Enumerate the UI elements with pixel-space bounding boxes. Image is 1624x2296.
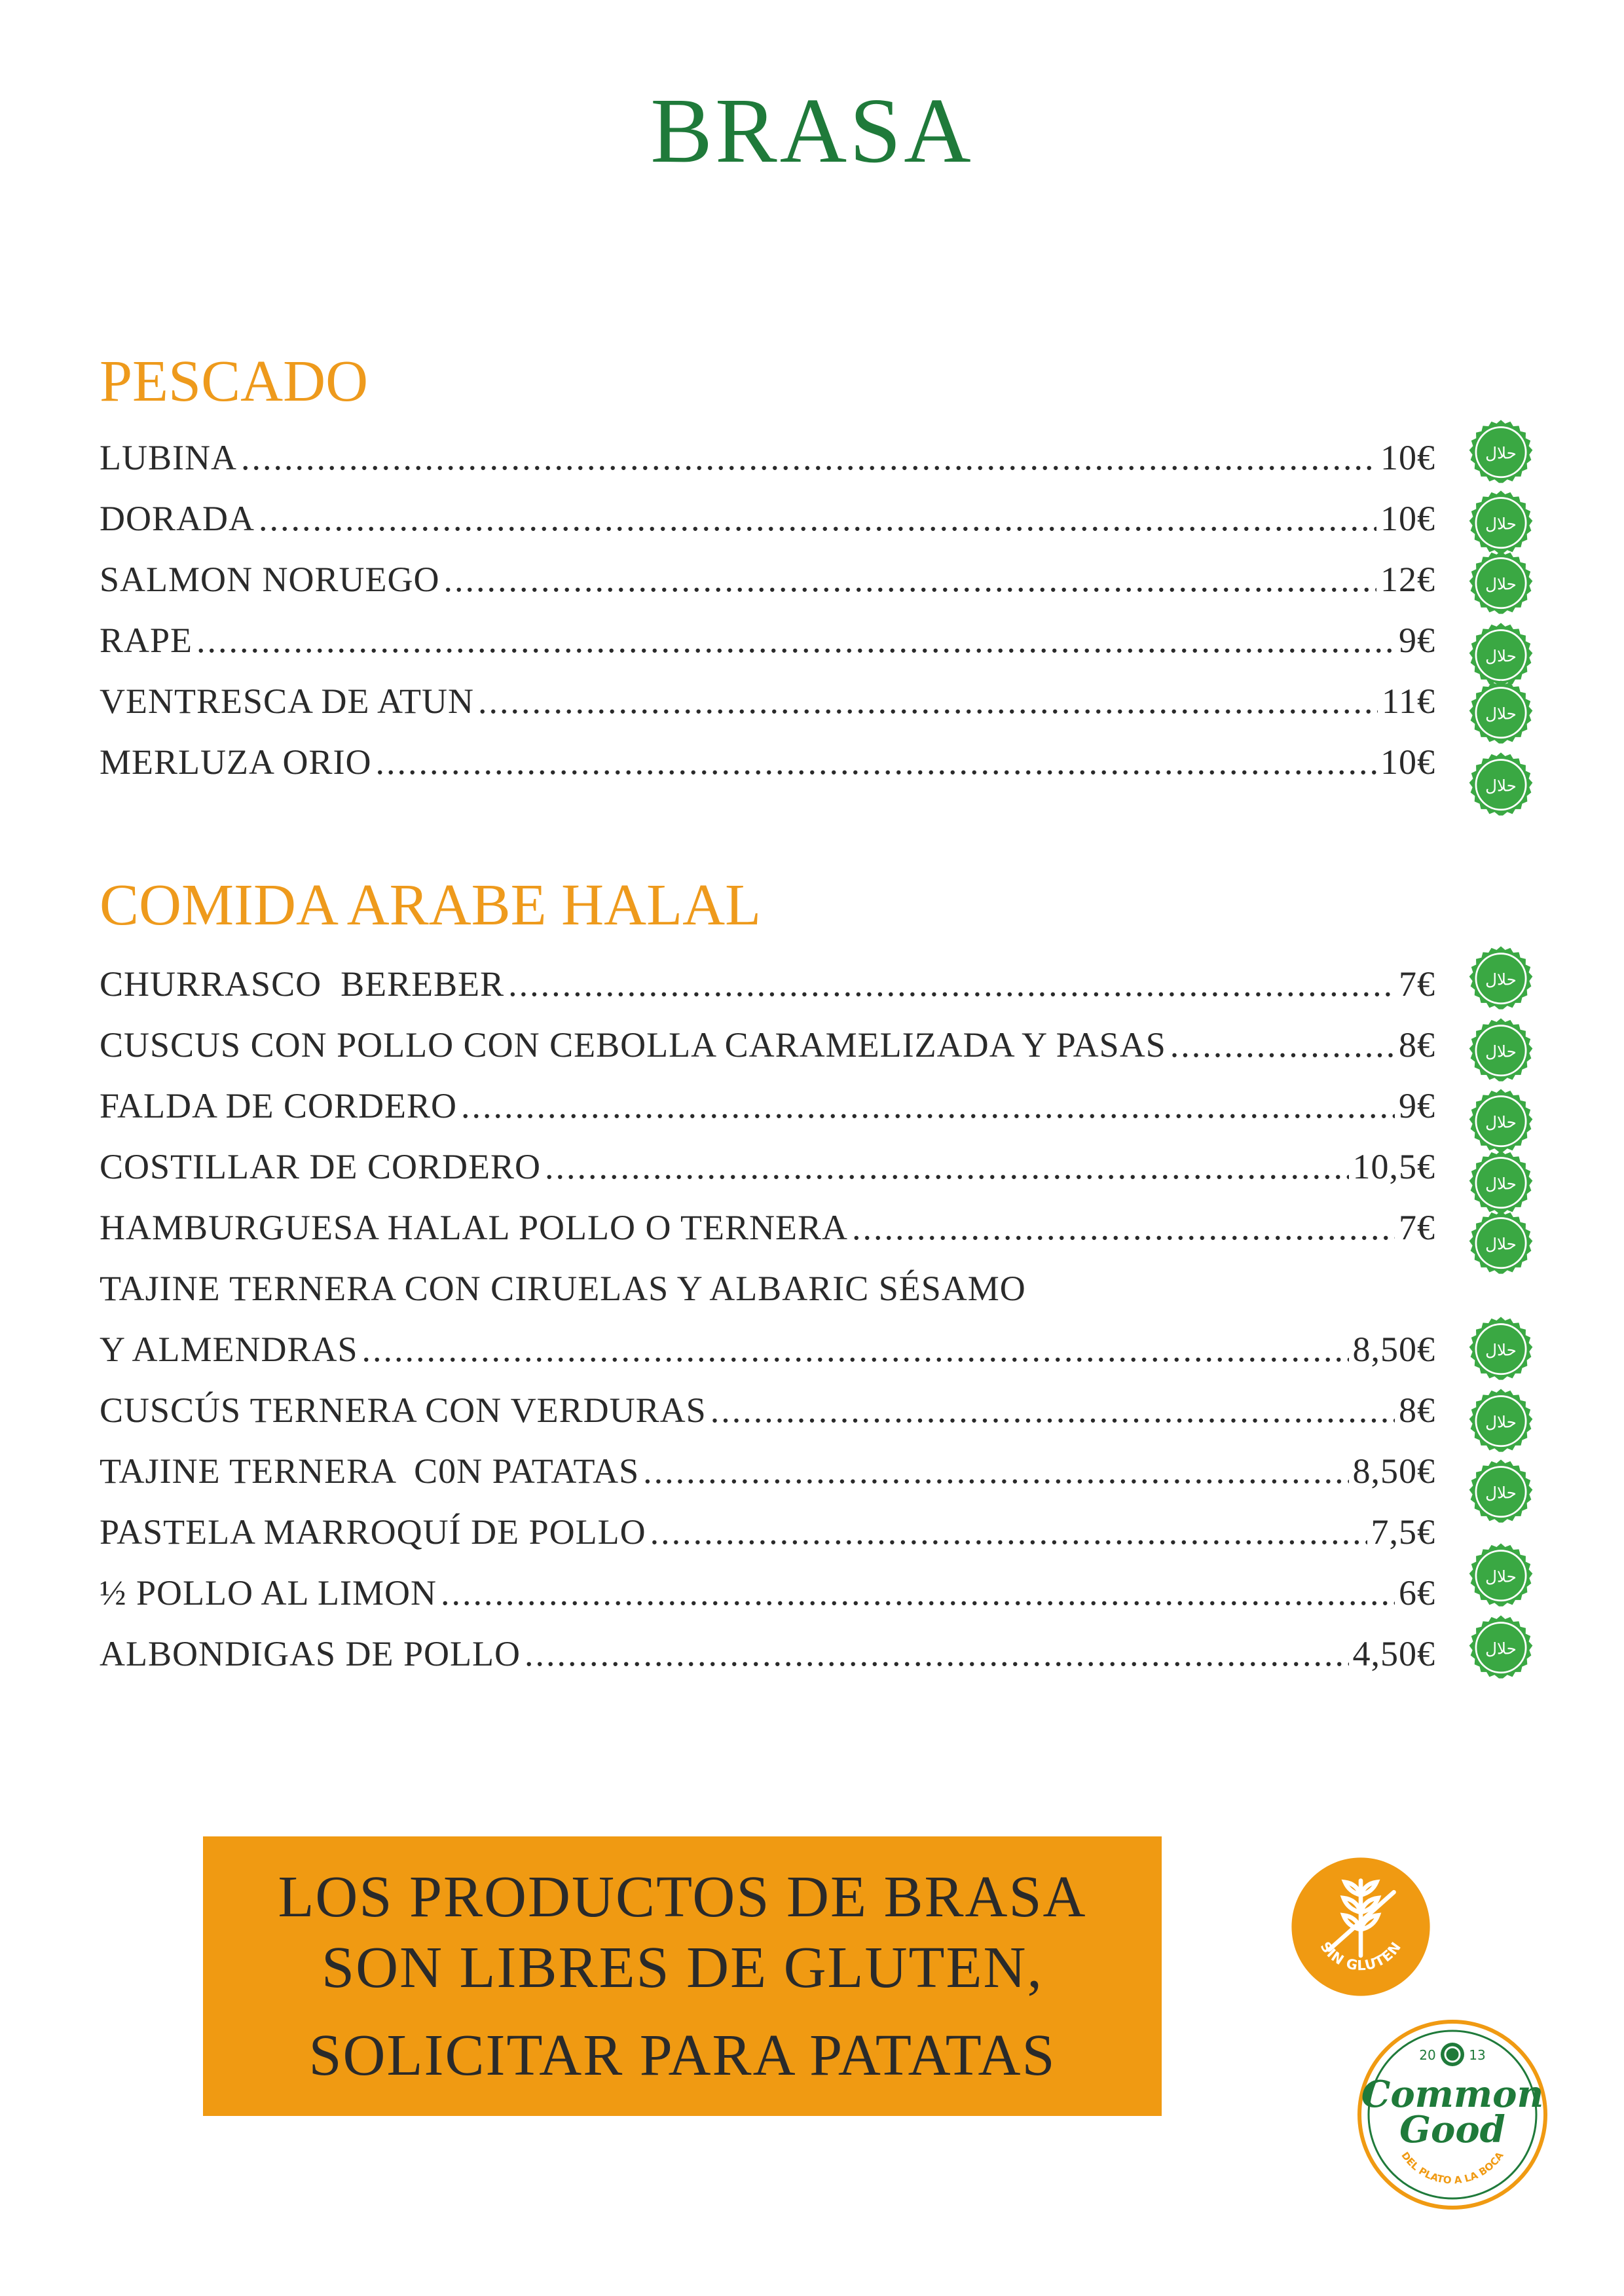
item-price: 9€: [1399, 1086, 1435, 1125]
svg-text:حلال: حلال: [1485, 1412, 1517, 1432]
dot-leader: [241, 435, 1376, 481]
item-name: SALMON NORUEGO: [100, 560, 440, 599]
dot-leader: [1170, 1022, 1395, 1068]
item-price: 10€: [1380, 742, 1435, 782]
item-price: 6€: [1399, 1573, 1435, 1613]
item-name: RAPE: [100, 621, 193, 660]
svg-text:حلال: حلال: [1485, 704, 1517, 723]
svg-text:حلال: حلال: [1485, 443, 1517, 463]
dot-leader: [259, 496, 1376, 541]
item-price: 7€: [1399, 964, 1435, 1004]
svg-text:حلال: حلال: [1485, 1639, 1517, 1658]
dot-leader: [710, 1387, 1395, 1433]
item-name: CHURRASCO BEREBER: [100, 964, 505, 1004]
page-title: BRASA: [650, 79, 974, 182]
dot-leader: [441, 1570, 1395, 1616]
menu-item-pastela-marroqui: [100, 1509, 1435, 1555]
svg-text:حلال: حلال: [1485, 574, 1517, 594]
svg-text:حلال: حلال: [1485, 1112, 1517, 1132]
item-price: 4,50€: [1352, 1634, 1435, 1673]
svg-text:حلال: حلال: [1485, 970, 1517, 989]
dot-leader: [461, 1083, 1395, 1129]
svg-text:Common: Common: [1361, 2073, 1544, 2116]
halal-icon: [1464, 678, 1538, 752]
dot-leader: [525, 1631, 1349, 1677]
halal-icon: [1464, 750, 1538, 824]
item-price: 11€: [1382, 682, 1435, 721]
item-name: TAJINE TERNERA C0N PATATAS: [100, 1451, 640, 1491]
item-name: PASTELA MARROQUÍ DE POLLO: [100, 1512, 646, 1552]
item-price: 8,50€: [1352, 1451, 1435, 1491]
svg-text:13: 13: [1469, 2047, 1486, 2063]
svg-text:Good: Good: [1399, 2108, 1505, 2151]
item-name: CUSCUS CON POLLO CON CEBOLLA CARAMELIZADA Y PASAS: [100, 1025, 1166, 1065]
halal-icon: [1464, 1613, 1538, 1686]
menu-item-rape: [100, 617, 1435, 663]
svg-text:حلال: حلال: [1485, 514, 1517, 534]
svg-text:حلال: حلال: [1485, 1042, 1517, 1061]
item-name: MERLUZA ORIO: [100, 742, 372, 782]
halal-icon: [1464, 1457, 1538, 1531]
halal-icon: [1464, 1315, 1538, 1388]
menu-item-hamburguesa-halal: [100, 1205, 1435, 1250]
section-title-pescado: PESCADO: [100, 349, 369, 414]
item-price: 8€: [1399, 1391, 1435, 1430]
common-good-logo: [1354, 2016, 1551, 2213]
svg-text:حلال: حلال: [1485, 1483, 1517, 1503]
menu-item-tajine-ciruelas-line1: [100, 1266, 1435, 1311]
item-name: FALDA DE CORDERO: [100, 1086, 458, 1125]
svg-text:حلال: حلال: [1485, 1234, 1517, 1254]
menu-item-tajine-patatas: [100, 1448, 1435, 1494]
item-name: DORADA: [100, 499, 255, 538]
menu-item-cuscus-con-pollo: [100, 1022, 1435, 1068]
menu-item-salmon-noruego: [100, 556, 1435, 602]
gluten-notice-banner: [203, 1836, 1162, 2116]
menu-item-ventresca-de-atun: [100, 678, 1435, 724]
dot-leader: [650, 1509, 1367, 1555]
svg-text:حلال: حلال: [1485, 1340, 1517, 1360]
section-title-comida-arabe-halal: COMIDA ARABE HALAL: [100, 873, 762, 938]
halal-icon: [1464, 1541, 1538, 1614]
item-price: 7,5€: [1371, 1512, 1435, 1552]
svg-text:حلال: حلال: [1485, 1174, 1517, 1194]
item-price: 10€: [1380, 438, 1435, 477]
menu-item-lubina: [100, 435, 1435, 481]
menu-item-albondigas: [100, 1631, 1435, 1677]
dot-leader: [545, 1144, 1348, 1190]
menu-item-cuscus-ternera: [100, 1387, 1435, 1433]
menu-item-churrasco-bereber: [100, 961, 1435, 1007]
item-name: ALBONDIGAS DE POLLO: [100, 1634, 521, 1673]
halal-icon: [1464, 549, 1538, 622]
banner-line-2: SON LIBRES DE GLUTEN,: [322, 1935, 1043, 2000]
item-price: 8,50€: [1352, 1330, 1435, 1369]
item-name: VENTRESCA DE ATUN: [100, 682, 475, 721]
halal-icon: [1464, 1016, 1538, 1089]
dot-leader: [376, 739, 1377, 785]
halal-icon: [1464, 418, 1538, 491]
menu-item-costillar-de-cordero: [100, 1144, 1435, 1190]
dot-leader: [478, 678, 1378, 724]
banner-line-3: SOLICITAR PARA PATATAS: [308, 2022, 1056, 2088]
item-name: TAJINE TERNERA CON CIRUELAS Y ALBARIC SÉSAMO: [100, 1269, 1026, 1308]
item-name: HAMBURGUESA HALAL POLLO O TERNERA: [100, 1208, 849, 1247]
svg-text:حلال: حلال: [1485, 776, 1517, 795]
item-name: CUSCÚS TERNERA CON VERDURAS: [100, 1391, 707, 1430]
dot-leader: [643, 1448, 1348, 1494]
item-name: ½ POLLO AL LIMON: [100, 1573, 437, 1613]
svg-text:SIN GLUTEN: SIN GLUTEN: [1317, 1939, 1405, 1974]
item-price: 8€: [1399, 1025, 1435, 1065]
dot-leader: [362, 1326, 1349, 1372]
halal-icon: [1464, 1209, 1538, 1282]
svg-text:DEL PLATO A LA BOCA: DEL PLATO A LA BOCA: [1399, 2149, 1506, 2187]
menu-item-tajine-ciruelas-line2: [100, 1326, 1435, 1372]
menu-item-falda-de-cordero: [100, 1083, 1435, 1129]
svg-text:حلال: حلال: [1485, 1567, 1517, 1586]
svg-text:حلال: حلال: [1485, 646, 1517, 666]
svg-text:20: 20: [1419, 2047, 1436, 2063]
menu-item-dorada: [100, 496, 1435, 541]
item-name: COSTILLAR DE CORDERO: [100, 1147, 542, 1186]
menu-item-merluza-orio: [100, 739, 1435, 785]
item-price: 12€: [1380, 560, 1435, 599]
halal-icon: [1464, 944, 1538, 1017]
gluten-free-icon: [1289, 1855, 1433, 1999]
halal-icon: [1464, 1387, 1538, 1460]
dot-leader: [508, 961, 1395, 1007]
menu-item-pollo-al-limon: [100, 1570, 1435, 1616]
dot-leader: [444, 556, 1376, 602]
item-price: 9€: [1399, 621, 1435, 660]
item-price: 7€: [1399, 1208, 1435, 1247]
item-price: 10,5€: [1352, 1147, 1435, 1186]
item-name: Y ALMENDRAS: [100, 1330, 358, 1369]
dot-leader: [852, 1205, 1395, 1250]
dot-leader: [196, 617, 1395, 663]
item-name: LUBINA: [100, 438, 237, 477]
item-price: 10€: [1380, 499, 1435, 538]
banner-line-1: LOS PRODUCTOS DE BRASA: [278, 1864, 1087, 1929]
